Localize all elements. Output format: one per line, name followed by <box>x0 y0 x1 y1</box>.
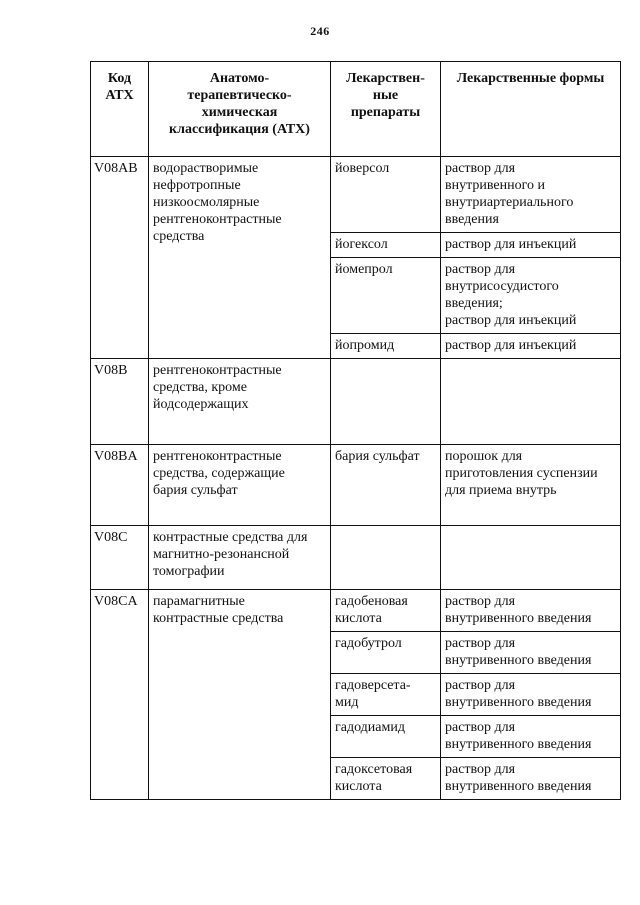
atx-code-cell: V08CA <box>91 590 149 800</box>
classification-cell: контрастные средства для магнитно-резонансной томографии <box>149 526 331 590</box>
table-header <box>91 62 621 157</box>
drug-form-cell: раствор для внутривенного введения <box>441 674 621 716</box>
table-body <box>91 157 621 800</box>
header-forms: Лекарственные формы <box>441 62 621 157</box>
drug-name-cell: гадоверсета- мид <box>331 674 441 716</box>
page-number: 246 <box>310 24 330 38</box>
header-code: Код АТХ <box>91 62 149 157</box>
drug-name-cell: бария сульфат <box>331 445 441 526</box>
header-classification: Анатомо- терапевтическо- химическая классификация (АТХ) <box>149 62 331 157</box>
drug-name-cell: гадоксетовая кислота <box>331 758 441 800</box>
classification-cell: водорастворимые нефротропные низкоосмолярные рентгеноконтрастные средства <box>149 157 331 359</box>
atx-code-cell: V08B <box>91 359 149 445</box>
table-row <box>91 445 621 526</box>
drug-form-cell: раствор для внутривенного введения <box>441 632 621 674</box>
atx-table <box>90 61 621 800</box>
classification-cell: парамагнитные контрастные средства <box>149 590 331 800</box>
drug-name-cell: йогексол <box>331 233 441 258</box>
atx-code-cell: V08C <box>91 526 149 590</box>
drug-form-cell: раствор для внутривенного введения <box>441 590 621 632</box>
drug-name-cell <box>331 526 441 590</box>
drug-name-cell: гадобутрол <box>331 632 441 674</box>
drug-name-cell <box>331 359 441 445</box>
drug-name-cell: гадодиамид <box>331 716 441 758</box>
classification-cell: рентгеноконтрастные средства, содержащие бария сульфат <box>149 445 331 526</box>
drug-form-cell: раствор для внутривенного введения <box>441 716 621 758</box>
drug-form-cell: раствор для инъекций <box>441 233 621 258</box>
table-row <box>91 359 621 445</box>
atx-code-cell: V08AB <box>91 157 149 359</box>
drug-form-cell: раствор для внутрисосудистого введения; раствор для инъекций <box>441 258 621 334</box>
header-drugs: Лекарствен- ные препараты <box>331 62 441 157</box>
drug-form-cell: раствор для внутривенного введения <box>441 758 621 800</box>
table-row <box>91 526 621 590</box>
drug-name-cell: йомепрол <box>331 258 441 334</box>
classification-cell: рентгеноконтрастные средства, кроме йодсодержащих <box>149 359 331 445</box>
drug-name-cell: йопромид <box>331 334 441 359</box>
table-row <box>91 590 621 632</box>
drug-form-cell: раствор для инъекций <box>441 334 621 359</box>
drug-form-cell: раствор для внутривенного и внутриартериального введения <box>441 157 621 233</box>
drug-name-cell: гадобеновая кислота <box>331 590 441 632</box>
drug-form-cell: порошок для приготовления суспензии для приема внутрь <box>441 445 621 526</box>
table-row <box>91 157 621 233</box>
drug-form-cell <box>441 359 621 445</box>
header-row <box>91 62 621 157</box>
drug-form-cell <box>441 526 621 590</box>
atx-code-cell: V08BA <box>91 445 149 526</box>
drug-name-cell: йоверсол <box>331 157 441 233</box>
